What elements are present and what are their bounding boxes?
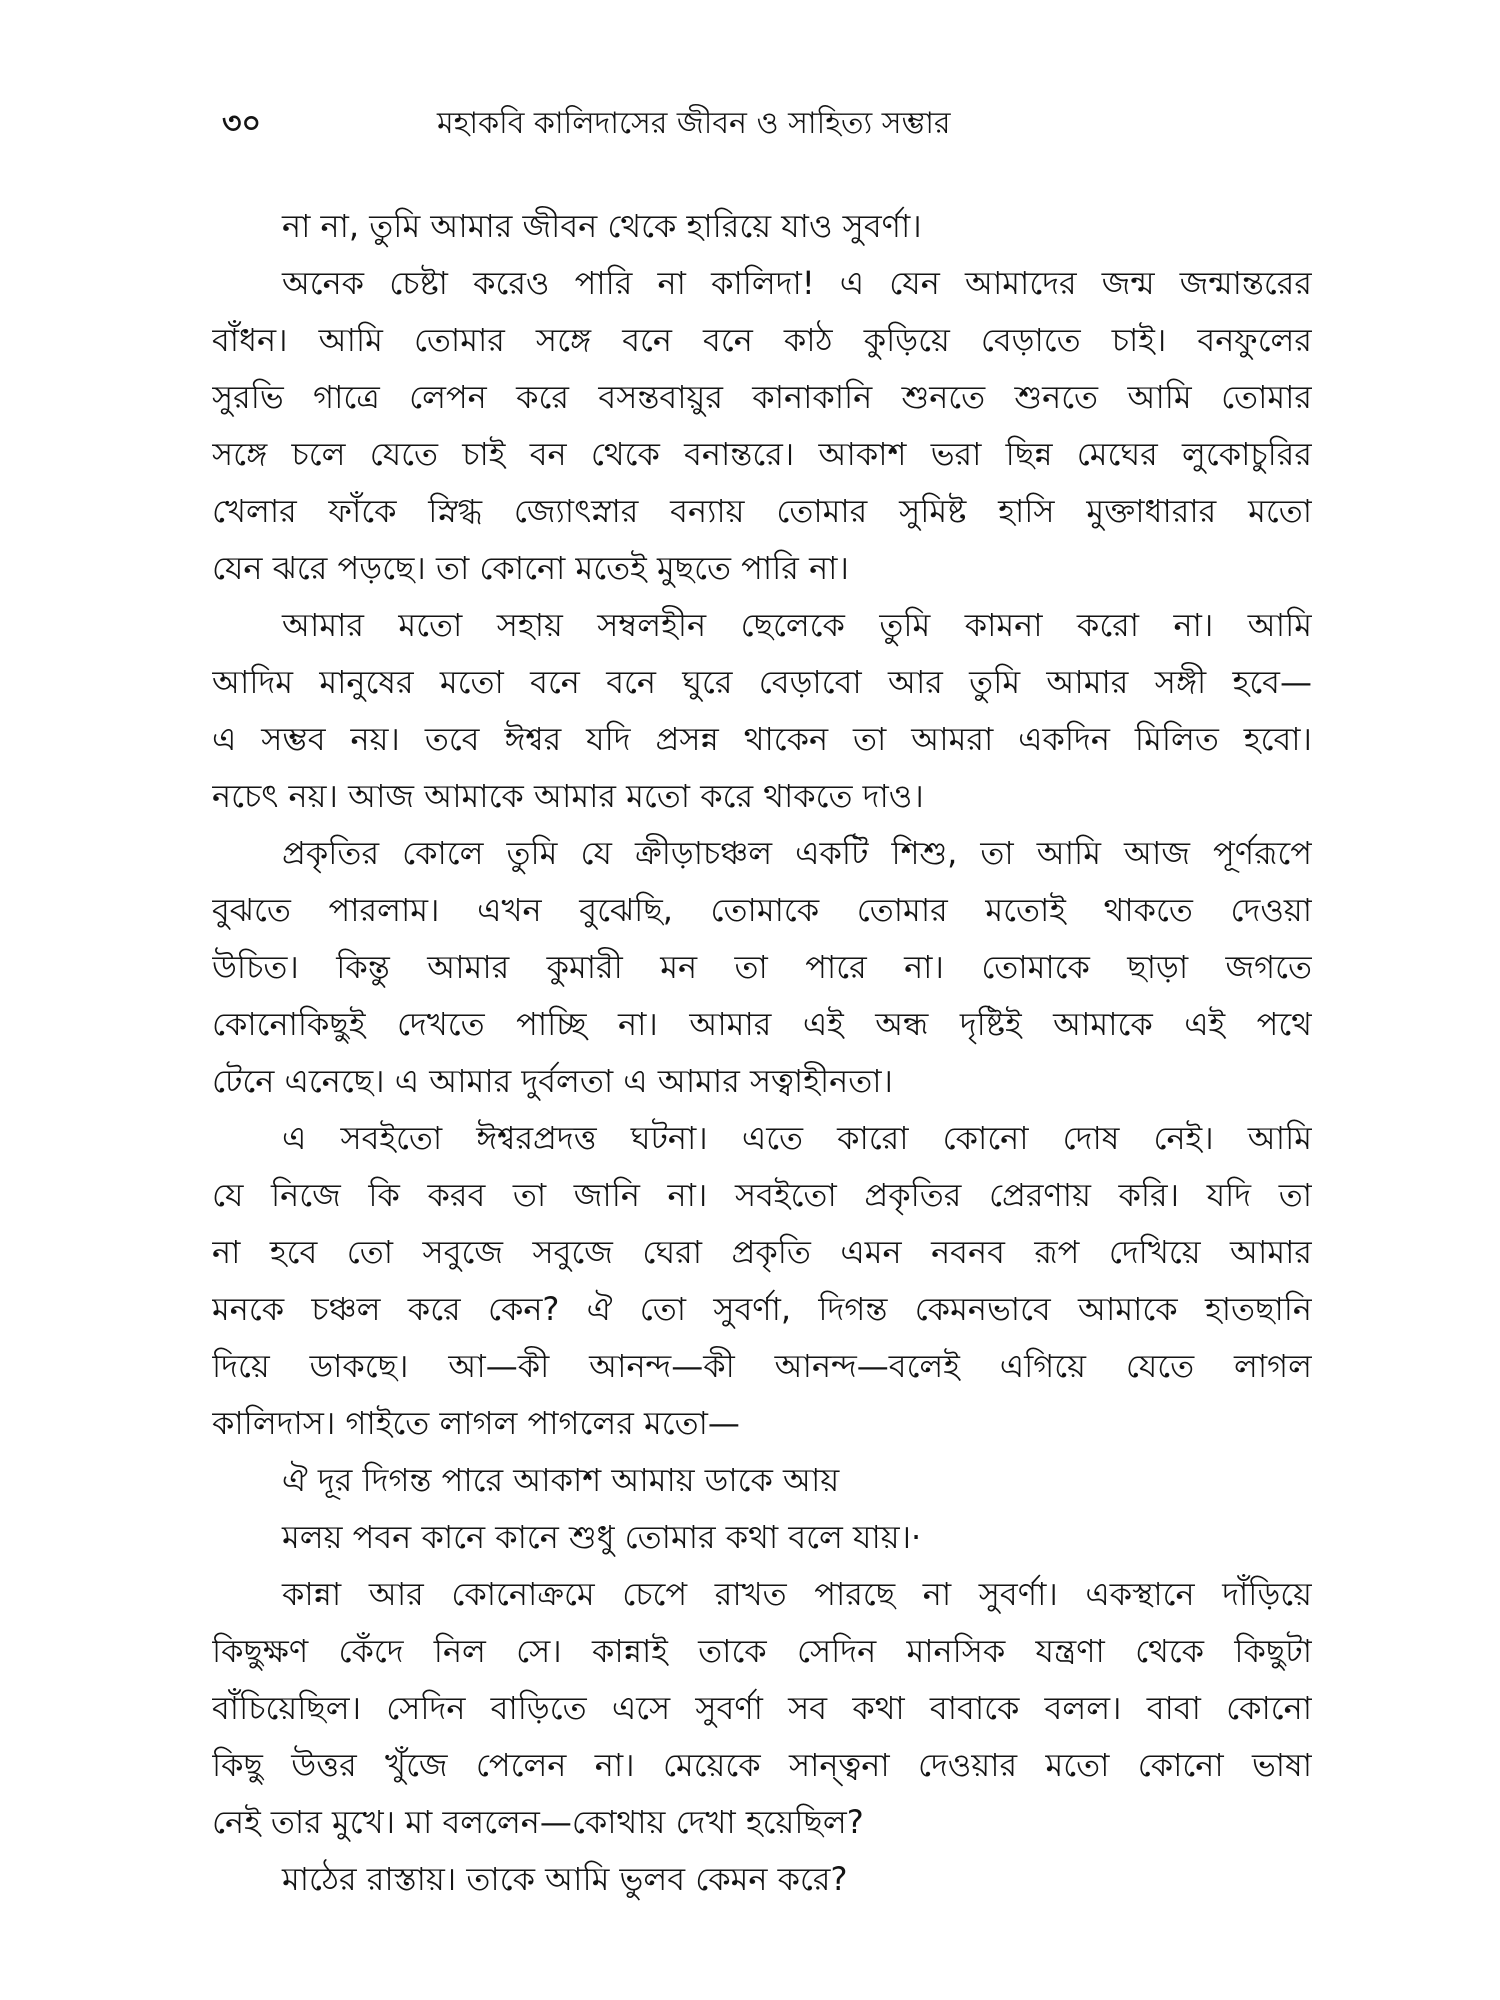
text-line: টেনে এনেছে। এ আমার দুর্বলতা এ আমার সত্বাহীনতা। (212, 1062, 893, 1100)
text-line: এ সবইতো ঈশ্বরপ্রদত্ত ঘটনা। এতে কারো কোনো দোষ নেই। আমি (282, 1119, 1312, 1157)
text-line: আদিম মানুষের মতো বনে বনে ঘুরে বেড়াবো আর তুমি আমার সঙ্গী হবে— (212, 663, 1312, 701)
text-line: না হবে তো সবুজে সবুজে ঘেরা প্রকৃতি এমন নবনব রূপ দেখিয়ে আমার (212, 1233, 1312, 1271)
text-line: দিয়ে ডাকছে। আ—কী আনন্দ—কী আনন্দ—বলেই এগিয়ে যেতে লাগল (212, 1347, 1312, 1385)
text-line: বাঁচিয়েছিল। সেদিন বাড়িতে এসে সুবর্ণা সব কথা বাবাকে বলল। বাবা কোনো (212, 1689, 1312, 1727)
text-line: প্রকৃতির কোলে তুমি যে ক্রীড়াচঞ্চল একটি শিশু, তা আমি আজ পূর্ণরূপে (282, 834, 1312, 872)
text-line: বুঝতে পারলাম। এখন বুঝেছি, তোমাকে তোমার মতোই থাকতে দেওয়া (212, 891, 1312, 929)
text-line: কিছু উত্তর খুঁজে পেলেন না। মেয়েকে সান্ত্বনা দেওয়ার মতো কোনো ভাষা (212, 1746, 1312, 1784)
text-line: মাঠের রাস্তায়। তাকে আমি ভুলব কেমন করে? (282, 1860, 848, 1898)
text-line: নচেৎ নয়। আজ আমাকে আমার মতো করে থাকতে দাও। (212, 777, 924, 815)
running-header (222, 100, 1302, 148)
text-line: কান্না আর কোনোক্রমে চেপে রাখত পারছে না সুবর্ণা। একস্থানে দাঁড়িয়ে (282, 1575, 1312, 1613)
verse-line: ঐ দূর দিগন্ত পারে আকাশ আমায় ডাকে আয় (282, 1461, 840, 1499)
text-line: না না, তুমি আমার জীবন থেকে হারিয়ে যাও সুবর্ণা। (282, 207, 922, 245)
text-line: নেই তার মুখে। মা বললেন—কোথায় দেখা হয়েছিল? (212, 1803, 864, 1841)
text-line: বাঁধন। আমি তোমার সঙ্গে বনে বনে কাঠ কুড়িয়ে বেড়াতে চাই। বনফুলের (212, 321, 1312, 359)
text-line: সুরভি গাত্রে লেপন করে বসন্তবায়ুর কানাকানি শুনতে শুনতে আমি তোমার (212, 378, 1312, 416)
text-line: উচিত। কিন্তু আমার কুমারী মন তা পারে না। তোমাকে ছাড়া জগতে (212, 948, 1312, 986)
text-line: কালিদাস। গাইতে লাগল পাগলের মতো— (212, 1404, 740, 1442)
body-text (212, 198, 1312, 1908)
text-line: অনেক চেষ্টা করেও পারি না কালিদা! এ যেন আমাদের জন্ম জন্মান্তরের (282, 264, 1312, 302)
text-line: যে নিজে কি করব তা জানি না। সবইতো প্রকৃতির প্রেরণায় করি। যদি তা (212, 1176, 1312, 1214)
text-line: মনকে চঞ্চল করে কেন? ঐ তো সুবর্ণা, দিগন্ত কেমনভাবে আমাকে হাতছানি (212, 1290, 1312, 1328)
text-line: আমার মতো সহায় সম্বলহীন ছেলেকে তুমি কামনা করো না। আমি (282, 606, 1312, 644)
verse-line: মলয় পবন কানে কানে শুধু তোমার কথা বলে যায়।· (282, 1518, 922, 1556)
book-title: মহাকবি কালিদাসের জীবন ও সাহিত্য সম্ভার (437, 106, 951, 141)
text-line: খেলার ফাঁকে স্নিগ্ধ জ্যোৎস্নার বন্যায় তোমার সুমিষ্ট হাসি মুক্তাধারার মতো (212, 492, 1312, 530)
page-number: ৩০ (222, 106, 262, 141)
text-line: সঙ্গে চলে যেতে চাই বন থেকে বনান্তরে। আকাশ ভরা ছিন্ন মেঘের লুকোচুরির (212, 435, 1312, 473)
text-line: যেন ঝরে পড়ছে। তা কোনো মতেই মুছতে পারি না। (212, 549, 849, 587)
text-line: কোনোকিছুই দেখতে পাচ্ছি না। আমার এই অন্ধ দৃষ্টিই আমাকে এই পথে (212, 1005, 1312, 1043)
text-line: এ সম্ভব নয়। তবে ঈশ্বর যদি প্রসন্ন থাকেন তা আমরা একদিন মিলিত হবো। (212, 720, 1312, 758)
text-line: কিছুক্ষণ কেঁদে নিল সে। কান্নাই তাকে সেদিন মানসিক যন্ত্রণা থেকে কিছুটা (212, 1632, 1312, 1670)
